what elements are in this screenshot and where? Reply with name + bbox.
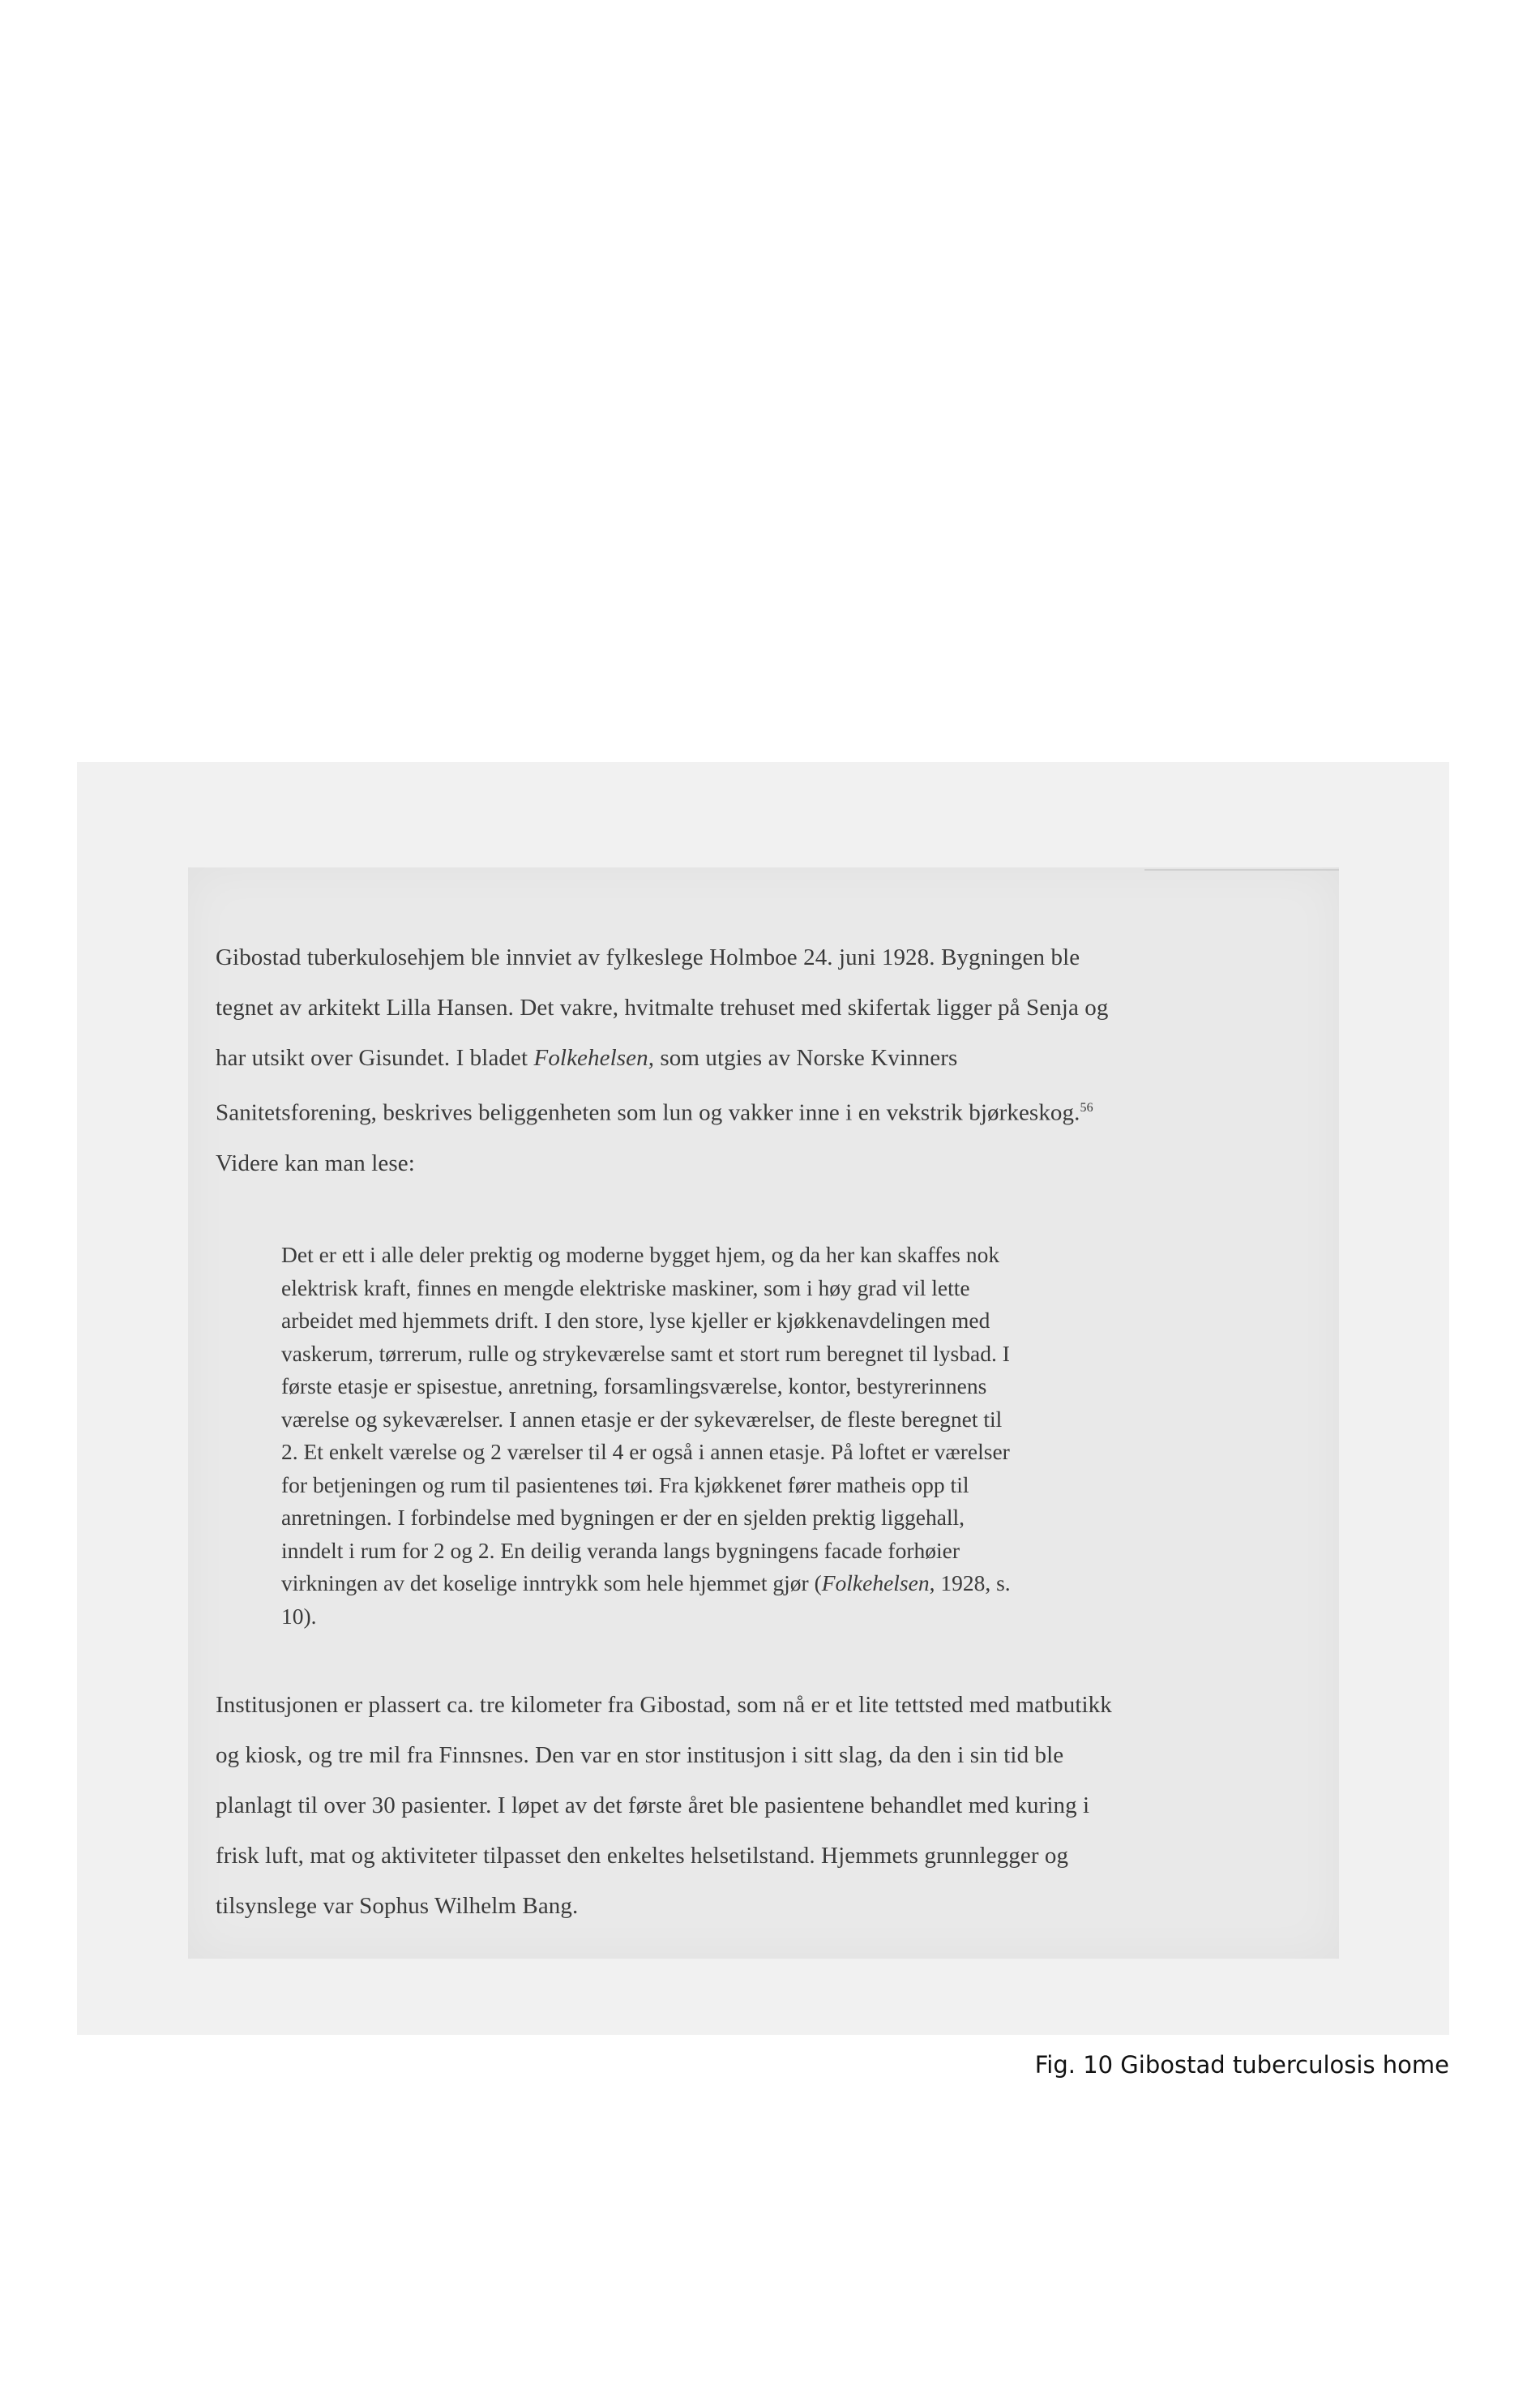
quote-line: værelse og sykeværelser. I annen etasje er der sykeværelser, de fleste beregnet til — [281, 1406, 1003, 1432]
footnote-marker: 56 — [1080, 1101, 1093, 1115]
scan-edge-line — [1144, 869, 1339, 871]
quote-line: arbeidet med hjemmets drift. I den store, lyse kjeller er kjøkkenavdelingen med — [281, 1308, 990, 1333]
publication-title: Folkehelsen, — [533, 1045, 655, 1071]
text-segment: , 1928, s. — [929, 1570, 1011, 1595]
text-line: Institusjonen er plassert ca. tre kilometer fra Gibostad, som nå er et lite tettsted med matbutikk — [216, 1692, 1112, 1718]
text-segment: Sanitetsforening, beskrives beliggenheten som lun og vakker inne i en vekstrik bjørkeskog. — [216, 1099, 1080, 1126]
figure-caption: Fig. 10 Gibostad tuberculosis home — [1034, 2051, 1449, 2079]
text-line: frisk luft, mat og aktiviteter tilpasset den enkeltes helsetilstand. Hjemmets grunnlegger og — [216, 1843, 1069, 1869]
block-quote — [281, 1239, 1238, 1633]
paragraph-intro — [216, 932, 1294, 1188]
quote-line: Det er ett i alle deler prektig og moderne bygget hjem, og da her kan skaffes nok — [281, 1242, 1000, 1267]
text-line — [216, 1083, 1294, 1138]
text-segment: som utgies av Norske Kvinners — [654, 1045, 958, 1071]
text-line: og kiosk, og tre mil fra Finnsnes. Den var en stor institusjon i sitt slag, da den i sin tid ble — [216, 1742, 1064, 1768]
quote-line: inndelt i rum for 2 og 2. En deilig veranda langs bygningens facade forhøier — [281, 1537, 960, 1563]
quote-line: vaskerum, tørrerum, rulle og strykeværelse samt et stort rum beregnet til lysbad. I — [281, 1340, 1010, 1366]
text-line: tegnet av arkitekt Lilla Hansen. Det vakre, hvitmalte trehuset med skifertak ligger på Senja og — [216, 995, 1109, 1021]
text-line: planlagt til over 30 pasienter. I løpet av det første året ble pasientene behandlet med kuring i — [216, 1792, 1090, 1818]
paragraph-institution — [216, 1680, 1318, 1931]
quote-line: første etasje er spisestue, anretning, forsamlingsværelse, kontor, bestyrerinnens — [281, 1373, 987, 1398]
quote-line: elektrisk kraft, finnes en mengde elektriske maskiner, som i høy grad vil lette — [281, 1274, 970, 1300]
quote-line — [281, 1567, 1238, 1600]
quote-line: anretningen. I forbindelse med bygningen er der en sjelden prektig liggehall, — [281, 1505, 965, 1530]
text-segment: har utsikt over Gisundet. I bladet — [216, 1045, 534, 1071]
text-line — [216, 1033, 1294, 1083]
text-line: tilsynslege var Sophus Wilhelm Bang. — [216, 1893, 579, 1919]
text-line: Gibostad tuberkulosehjem ble innviet av fylkeslege Holmboe 24. juni 1928. Bygningen ble — [216, 944, 1080, 970]
quote-line: 2. Et enkelt værelse og 2 værelser til 4 er også i annen etasje. På loftet er værelser — [281, 1439, 1010, 1464]
text-line: Videre kan man lese: — [216, 1150, 415, 1176]
quote-line: for betjeningen og rum til pasientenes tøi. Fra kjøkkenet fører matheis opp til — [281, 1471, 969, 1497]
text-segment: virkningen av det koselige inntrykk som hele hjemmet gjør ( — [281, 1570, 822, 1595]
publication-title: Folkehelsen — [821, 1570, 930, 1595]
quote-line: 10). — [281, 1603, 317, 1629]
